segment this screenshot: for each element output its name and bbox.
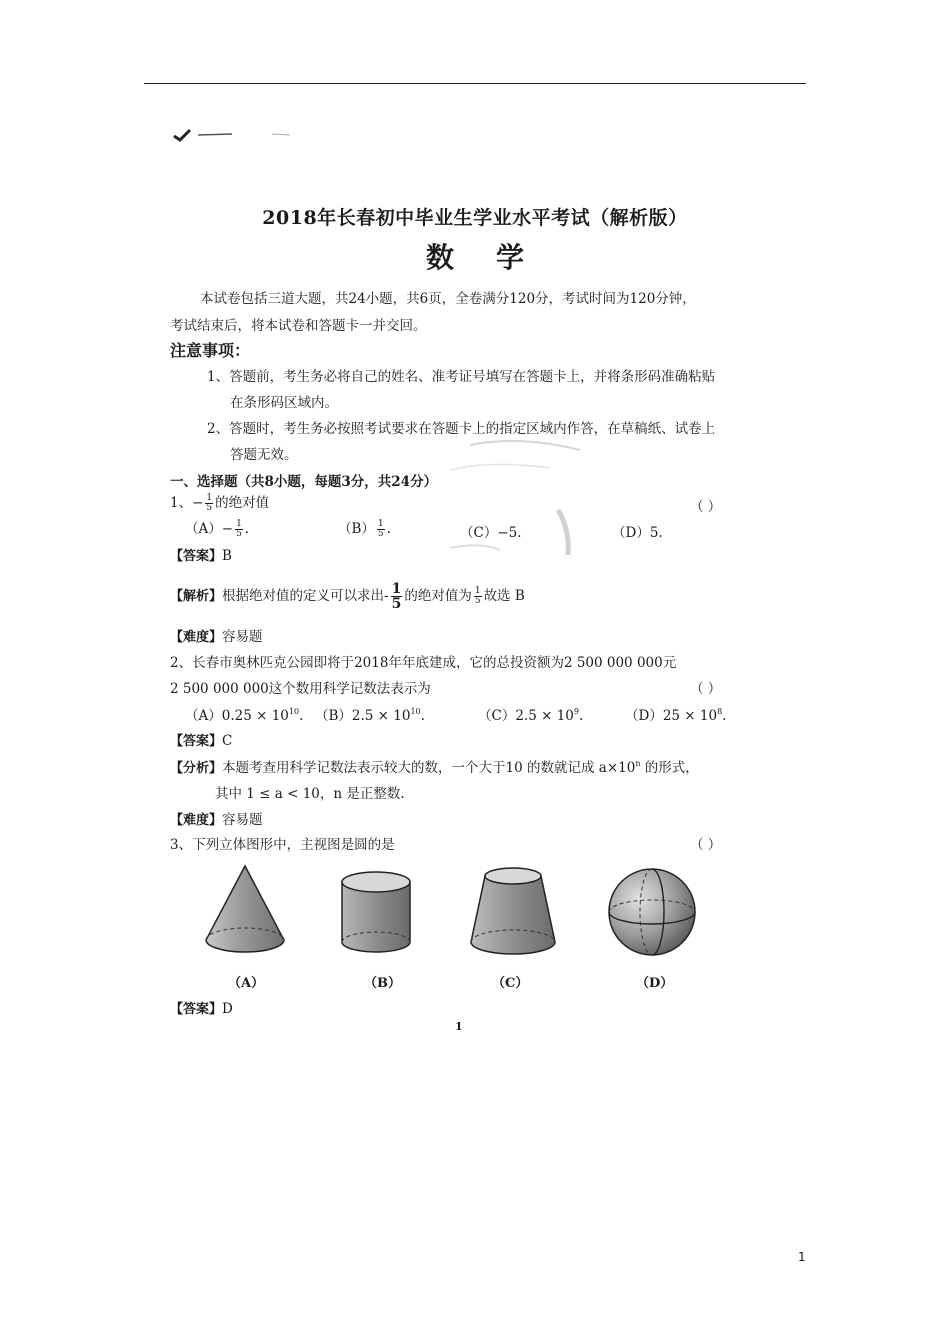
q2-analysis-exp: n	[635, 759, 641, 768]
q2-option-b-text: （B）2.5 × 10	[315, 708, 411, 724]
q2-stem-line-2: 2 500 000 000这个数用科学记数法表示为	[170, 681, 431, 697]
q1-frac-num: 1	[206, 493, 213, 503]
q1-stem	[170, 491, 269, 513]
q2-option-c	[478, 704, 583, 724]
q2-option-c-exp: 9	[573, 707, 579, 716]
q1-analysis-num-2: 1	[474, 586, 481, 596]
q1-option-b-den: 5	[377, 529, 384, 539]
q1-option-d: （D）5.	[612, 525, 663, 541]
cone-figure	[200, 862, 290, 958]
q1-prefix: 1、−	[170, 495, 204, 511]
q3-answer-paren: （ ）	[690, 837, 722, 853]
notes-item-2-line-1: 2、答题时，考生务必按照考试要求在答题卡上的指定区域内作答，在草稿纸、试卷上	[207, 421, 716, 437]
q1-analysis-pre: 根据绝对值的定义可以求出-	[222, 588, 389, 604]
frustum-figure	[465, 862, 561, 962]
q2-difficulty-value: 容易题	[222, 812, 263, 828]
q3-answer-label: 【答案】	[170, 1002, 223, 1017]
q1-analysis-mid: 的绝对值为	[404, 588, 472, 604]
q1-option-b-label: （B）	[338, 521, 375, 537]
q2-option-c-end: .	[578, 708, 584, 724]
inner-page-number: 1	[455, 1020, 463, 1033]
q3-stem: 3、下列立体图形中，主视图是圆的是	[170, 837, 395, 853]
q1-stem-suffix: 的绝对值	[215, 495, 270, 511]
q2-answer-paren: （ ）	[690, 681, 722, 697]
q1-option-a-label: （A）−	[185, 521, 234, 537]
q1-option-a-num: 1	[236, 519, 242, 529]
q2-option-b-exp: 10	[410, 707, 421, 716]
q3-label-b: （B）	[364, 976, 401, 991]
q3-label-a: （A）	[228, 976, 265, 991]
q1-analysis-end: 故选 B	[483, 588, 525, 604]
q2-option-b-end: .	[420, 708, 425, 724]
q2-option-d-exp: 8	[717, 707, 723, 716]
q2-option-d-text: （D）25 × 10	[625, 708, 718, 724]
q3-answer-value: D	[222, 1001, 233, 1017]
q2-option-a-exp: 10	[288, 707, 300, 716]
q1-analysis-fraction	[391, 582, 403, 611]
q3-label-d: （D）	[636, 976, 674, 991]
q1-difficulty	[170, 625, 263, 645]
scan-smudge	[430, 430, 600, 570]
q1-answer-paren: （ ）	[690, 499, 722, 515]
q1-option-b-fraction	[377, 520, 385, 539]
notes-heading: 注意事项：	[170, 341, 251, 360]
cylinder-figure	[336, 862, 416, 962]
page-number: 1	[798, 1250, 806, 1264]
q1-analysis-den: 5	[391, 596, 402, 612]
q2-analysis-line-2: 其中 1 ≤ a < 10，n 是正整数.	[215, 786, 405, 802]
q2-difficulty-label: 【难度】	[170, 813, 223, 828]
q2-answer	[170, 730, 232, 749]
intro-line-1: 本试卷包括三道大题，共24小题，共6页，全卷满分120分，考试时间为120分钟，	[200, 291, 696, 307]
intro-line-2: 考试结束后，将本试卷和答题卡一并交回。	[170, 318, 427, 334]
q1-option-b-end: .	[386, 521, 391, 537]
notes-item-1-line-1: 1、答题前，考生务必将自己的姓名、准考证号填写在答题卡上，并将条形码准确粘贴	[207, 369, 716, 385]
q1-difficulty-label: 【难度】	[170, 630, 223, 645]
q2-answer-value: C	[222, 733, 233, 749]
subject-heading: 数学	[425, 241, 566, 274]
q1-analysis-fraction-2	[474, 587, 482, 606]
q2-analysis-text-end: 的形式，	[640, 760, 699, 776]
q3-label-c: （C）	[492, 976, 529, 991]
q2-option-d-end: .	[722, 708, 727, 724]
notes-item-1-line-2: 在条形码区域内。	[230, 395, 338, 411]
q2-option-d	[625, 704, 726, 724]
q2-answer-label: 【答案】	[170, 734, 223, 749]
scan-check-mark-icon	[172, 124, 302, 144]
q1-option-a-den: 5	[236, 529, 242, 539]
q1-answer-value: B	[222, 548, 232, 564]
q2-analysis-label: 【分析】	[170, 761, 223, 776]
q1-answer-label: 【答案】	[170, 549, 223, 564]
q2-option-a-end: .	[299, 708, 304, 724]
notes-item-2-line-2: 答题无效。	[230, 447, 298, 463]
q2-option-a	[185, 704, 303, 724]
q3-answer	[170, 998, 233, 1017]
q1-analysis	[170, 582, 525, 611]
q1-fraction	[205, 494, 213, 513]
q1-option-a-end: .	[244, 521, 250, 537]
q2-analysis-line-1	[170, 756, 699, 776]
q1-option-b	[338, 517, 391, 539]
q1-option-a-fraction	[235, 520, 243, 539]
q2-analysis-text: 本题考查用科学记数法表示较大的数，一个大于10 的数就记成 a×10	[222, 760, 636, 776]
q1-analysis-den-2: 5	[474, 596, 481, 606]
q1-difficulty-value: 容易题	[222, 629, 263, 645]
q1-option-c: （C）−5.	[460, 525, 522, 541]
q2-stem-line-1: 2、长春市奥林匹克公园即将于2018年年底建成，它的总投资额为2 500 000 000元	[170, 655, 677, 671]
q1-analysis-num: 1	[391, 581, 402, 597]
page-title: 2018年长春初中毕业生学业水平考试（解析版）	[262, 207, 688, 229]
q1-analysis-label: 【解析】	[170, 589, 223, 604]
sphere-figure	[604, 862, 700, 962]
top-rule	[144, 83, 806, 84]
q1-answer	[170, 545, 232, 564]
q2-option-b	[315, 704, 425, 724]
q1-option-a	[185, 517, 249, 539]
q2-difficulty	[170, 808, 263, 828]
section-1-heading: 一、选择题（共8小题，每题3分，共24分）	[170, 474, 438, 490]
q2-option-a-text: （A）0.25 × 10	[185, 708, 289, 724]
q2-option-c-text: （C）2.5 × 10	[478, 708, 574, 724]
q1-option-b-num: 1	[377, 519, 384, 529]
q1-frac-den: 5	[206, 503, 213, 513]
